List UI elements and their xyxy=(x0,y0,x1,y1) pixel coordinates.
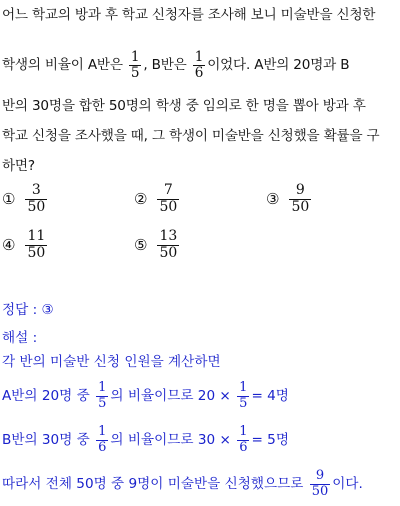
solution-section xyxy=(2,298,398,506)
explanation-line-3-before: B반의 30명 중 xyxy=(2,432,90,448)
fraction-one-sixth xyxy=(96,425,108,455)
fraction-denominator: 5 xyxy=(98,395,107,411)
problem-line-4: 학교 신청을 조사했을 때, 그 학생이 미술반을 신청했을 확률을 구 xyxy=(2,128,380,144)
fraction-denominator: 50 xyxy=(27,244,46,261)
fraction-denominator: 50 xyxy=(27,198,46,215)
choice-mark: ③ xyxy=(266,190,280,208)
choice-mark: ② xyxy=(134,190,148,208)
problem-line-2 xyxy=(2,42,398,91)
fraction-nine-fiftieths xyxy=(310,469,331,499)
fraction-one-fifth xyxy=(96,381,108,411)
fraction-denominator: 6 xyxy=(194,64,204,81)
fraction-numerator: 9 xyxy=(310,469,331,484)
answer-choices xyxy=(2,176,398,268)
fraction-numerator: 1 xyxy=(130,48,140,65)
fraction-denominator: 5 xyxy=(239,395,248,411)
problem-line-5: 하면? xyxy=(2,158,35,174)
fraction-denominator: 50 xyxy=(311,483,329,499)
explanation-line-3-mid: 의 비율이므로 30 × xyxy=(110,432,231,448)
fraction-denominator: 50 xyxy=(291,198,310,215)
choice-mark: ① xyxy=(2,190,16,208)
choice-fraction xyxy=(157,183,179,215)
fraction-numerator: 9 xyxy=(289,183,311,199)
choice-1[interactable] xyxy=(2,176,49,222)
choice-5[interactable] xyxy=(134,222,181,268)
choice-fraction xyxy=(25,183,47,215)
explanation-line-4-after: 이다. xyxy=(332,476,363,492)
fraction-numerator: 3 xyxy=(25,183,47,199)
choice-fraction xyxy=(157,229,179,261)
fraction-one-sixth-2 xyxy=(237,425,249,455)
fraction-one-sixth xyxy=(193,50,205,81)
fraction-numerator: 11 xyxy=(27,228,46,245)
fraction-numerator: 1 xyxy=(239,380,248,396)
explanation-line-4 xyxy=(2,462,398,506)
choice-mark: ④ xyxy=(2,236,16,254)
problem-line-1: 어느 학교의 방과 후 학교 신청자를 조사해 보니 미술반을 신청한 xyxy=(2,7,376,23)
choice-fraction xyxy=(25,229,47,261)
fraction-numerator: 1 xyxy=(98,380,107,396)
choice-row-1 xyxy=(2,176,398,222)
problem-line-2-after: 이었다. A반의 20명과 B xyxy=(207,57,350,73)
fraction-numerator: 7 xyxy=(157,183,179,199)
choice-4[interactable] xyxy=(2,222,49,268)
choice-3[interactable] xyxy=(266,176,313,222)
fraction-denominator: 50 xyxy=(159,244,178,261)
explanation-line-1: 각 반의 미술반 신청 인원을 계산하면 xyxy=(2,354,221,370)
explanation-label: 해설 : xyxy=(2,330,38,346)
explanation-line-2-before: A반의 20명 중 xyxy=(2,388,90,404)
fraction-denominator: 5 xyxy=(130,64,140,81)
problem-line-2-before: 학생의 비율이 A반은 xyxy=(2,57,123,73)
fraction-numerator: 13 xyxy=(159,228,178,245)
explanation-line-3 xyxy=(2,418,398,462)
choice-mark: ⑤ xyxy=(134,236,148,254)
problem-text xyxy=(2,0,398,185)
choice-row-2 xyxy=(2,222,398,268)
fraction-denominator: 6 xyxy=(239,439,248,455)
choice-2[interactable] xyxy=(134,176,181,222)
fraction-one-fifth xyxy=(129,50,141,81)
explanation-line-2-after: = 4명 xyxy=(251,388,289,404)
fraction-denominator: 50 xyxy=(159,198,178,215)
problem-line-2-mid: , B반은 xyxy=(143,57,187,73)
fraction-numerator: 1 xyxy=(98,424,107,440)
explanation-line-3-after: = 5명 xyxy=(251,432,289,448)
fraction-numerator: 1 xyxy=(239,424,248,440)
explanation-line-4-before: 따라서 전체 50명 중 9명이 미술반을 신청했으므로 xyxy=(2,476,304,492)
problem-line-3: 반의 30명을 합한 50명의 학생 중 임의로 한 명을 뽑아 방과 후 xyxy=(2,98,366,114)
fraction-one-fifth-2 xyxy=(237,381,249,411)
fraction-numerator: 1 xyxy=(194,48,204,65)
answer-label: 정답 : ③ xyxy=(2,302,54,318)
fraction-denominator: 6 xyxy=(98,439,107,455)
choice-fraction xyxy=(289,183,311,215)
explanation-line-2 xyxy=(2,374,398,418)
explanation-line-2-mid: 의 비율이므로 20 × xyxy=(110,388,231,404)
